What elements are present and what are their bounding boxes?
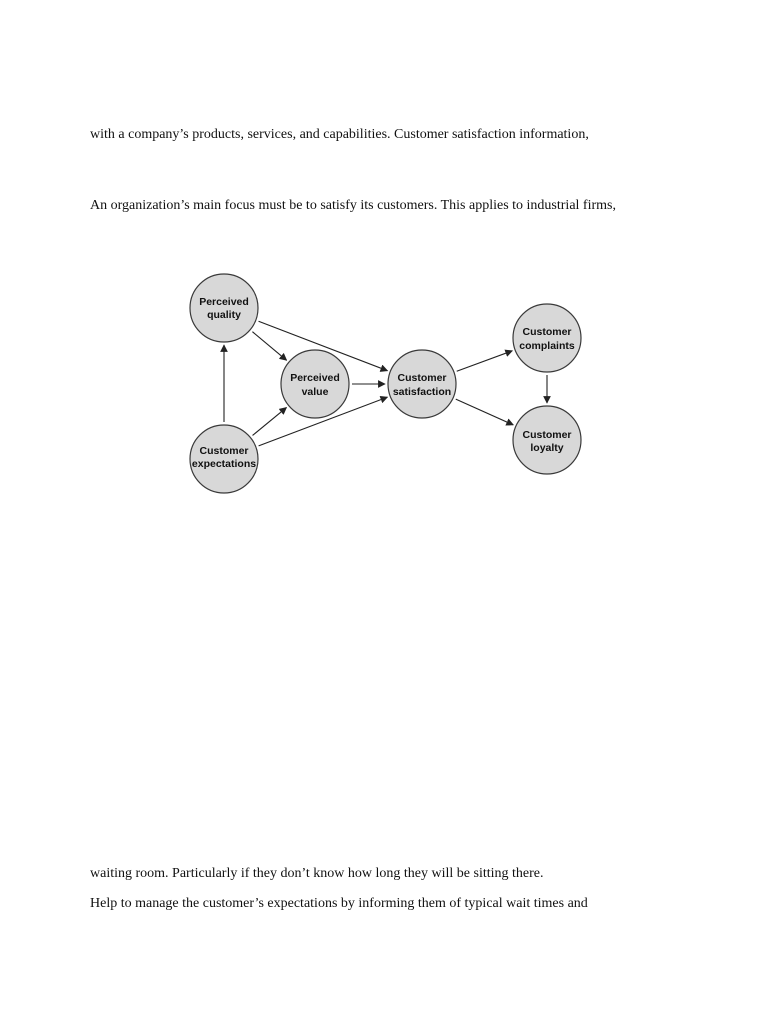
paragraph-line: with a company’s products, services, and capabilities. Customer satisfaction information,	[90, 127, 589, 142]
arrow-customer-satisfaction-to-customer-loyalty	[456, 399, 513, 425]
node-circle	[190, 274, 258, 342]
node-label-line: Customer	[397, 372, 447, 384]
paragraph-line: waiting room. Particularly if they don’t know how long they will be sitting there.	[90, 866, 544, 881]
node-label-line: loyalty	[530, 442, 564, 454]
arrow-perceived-quality-to-perceived-value	[252, 332, 286, 361]
node-perceived-value	[281, 350, 349, 418]
node-customer-satisfaction	[388, 350, 456, 418]
node-label-line: complaints	[519, 340, 575, 352]
node-customer-expectations	[190, 425, 258, 493]
node-label-line: Customer	[199, 445, 249, 457]
node-label-line: Customer	[522, 326, 572, 338]
node-circle	[281, 350, 349, 418]
node-label-line: Perceived	[199, 296, 249, 308]
node-circle	[388, 350, 456, 418]
node-perceived-quality	[190, 274, 258, 342]
edges-layer	[224, 321, 547, 446]
node-label-line: expectations	[191, 458, 257, 470]
node-customer-complaints	[513, 304, 581, 372]
node-label-line: satisfaction	[392, 386, 452, 398]
node-circle	[513, 304, 581, 372]
node-label-line: Customer	[522, 429, 572, 441]
node-label-line: value	[301, 386, 329, 398]
node-label-line: quality	[207, 309, 241, 321]
node-label-line: Perceived	[290, 372, 340, 384]
arrow-customer-satisfaction-to-customer-complaints	[457, 351, 513, 371]
customer-satisfaction-diagram	[180, 258, 600, 508]
arrow-customer-expectations-to-perceived-value	[253, 408, 287, 436]
node-customer-loyalty	[513, 406, 581, 474]
paragraph-line: Help to manage the customer’s expectations by informing them of typical wait times and	[90, 896, 588, 911]
diagram-canvas	[180, 258, 600, 508]
paragraph-line: An organization’s main focus must be to satisfy its customers. This applies to industrial firms,	[90, 198, 616, 213]
